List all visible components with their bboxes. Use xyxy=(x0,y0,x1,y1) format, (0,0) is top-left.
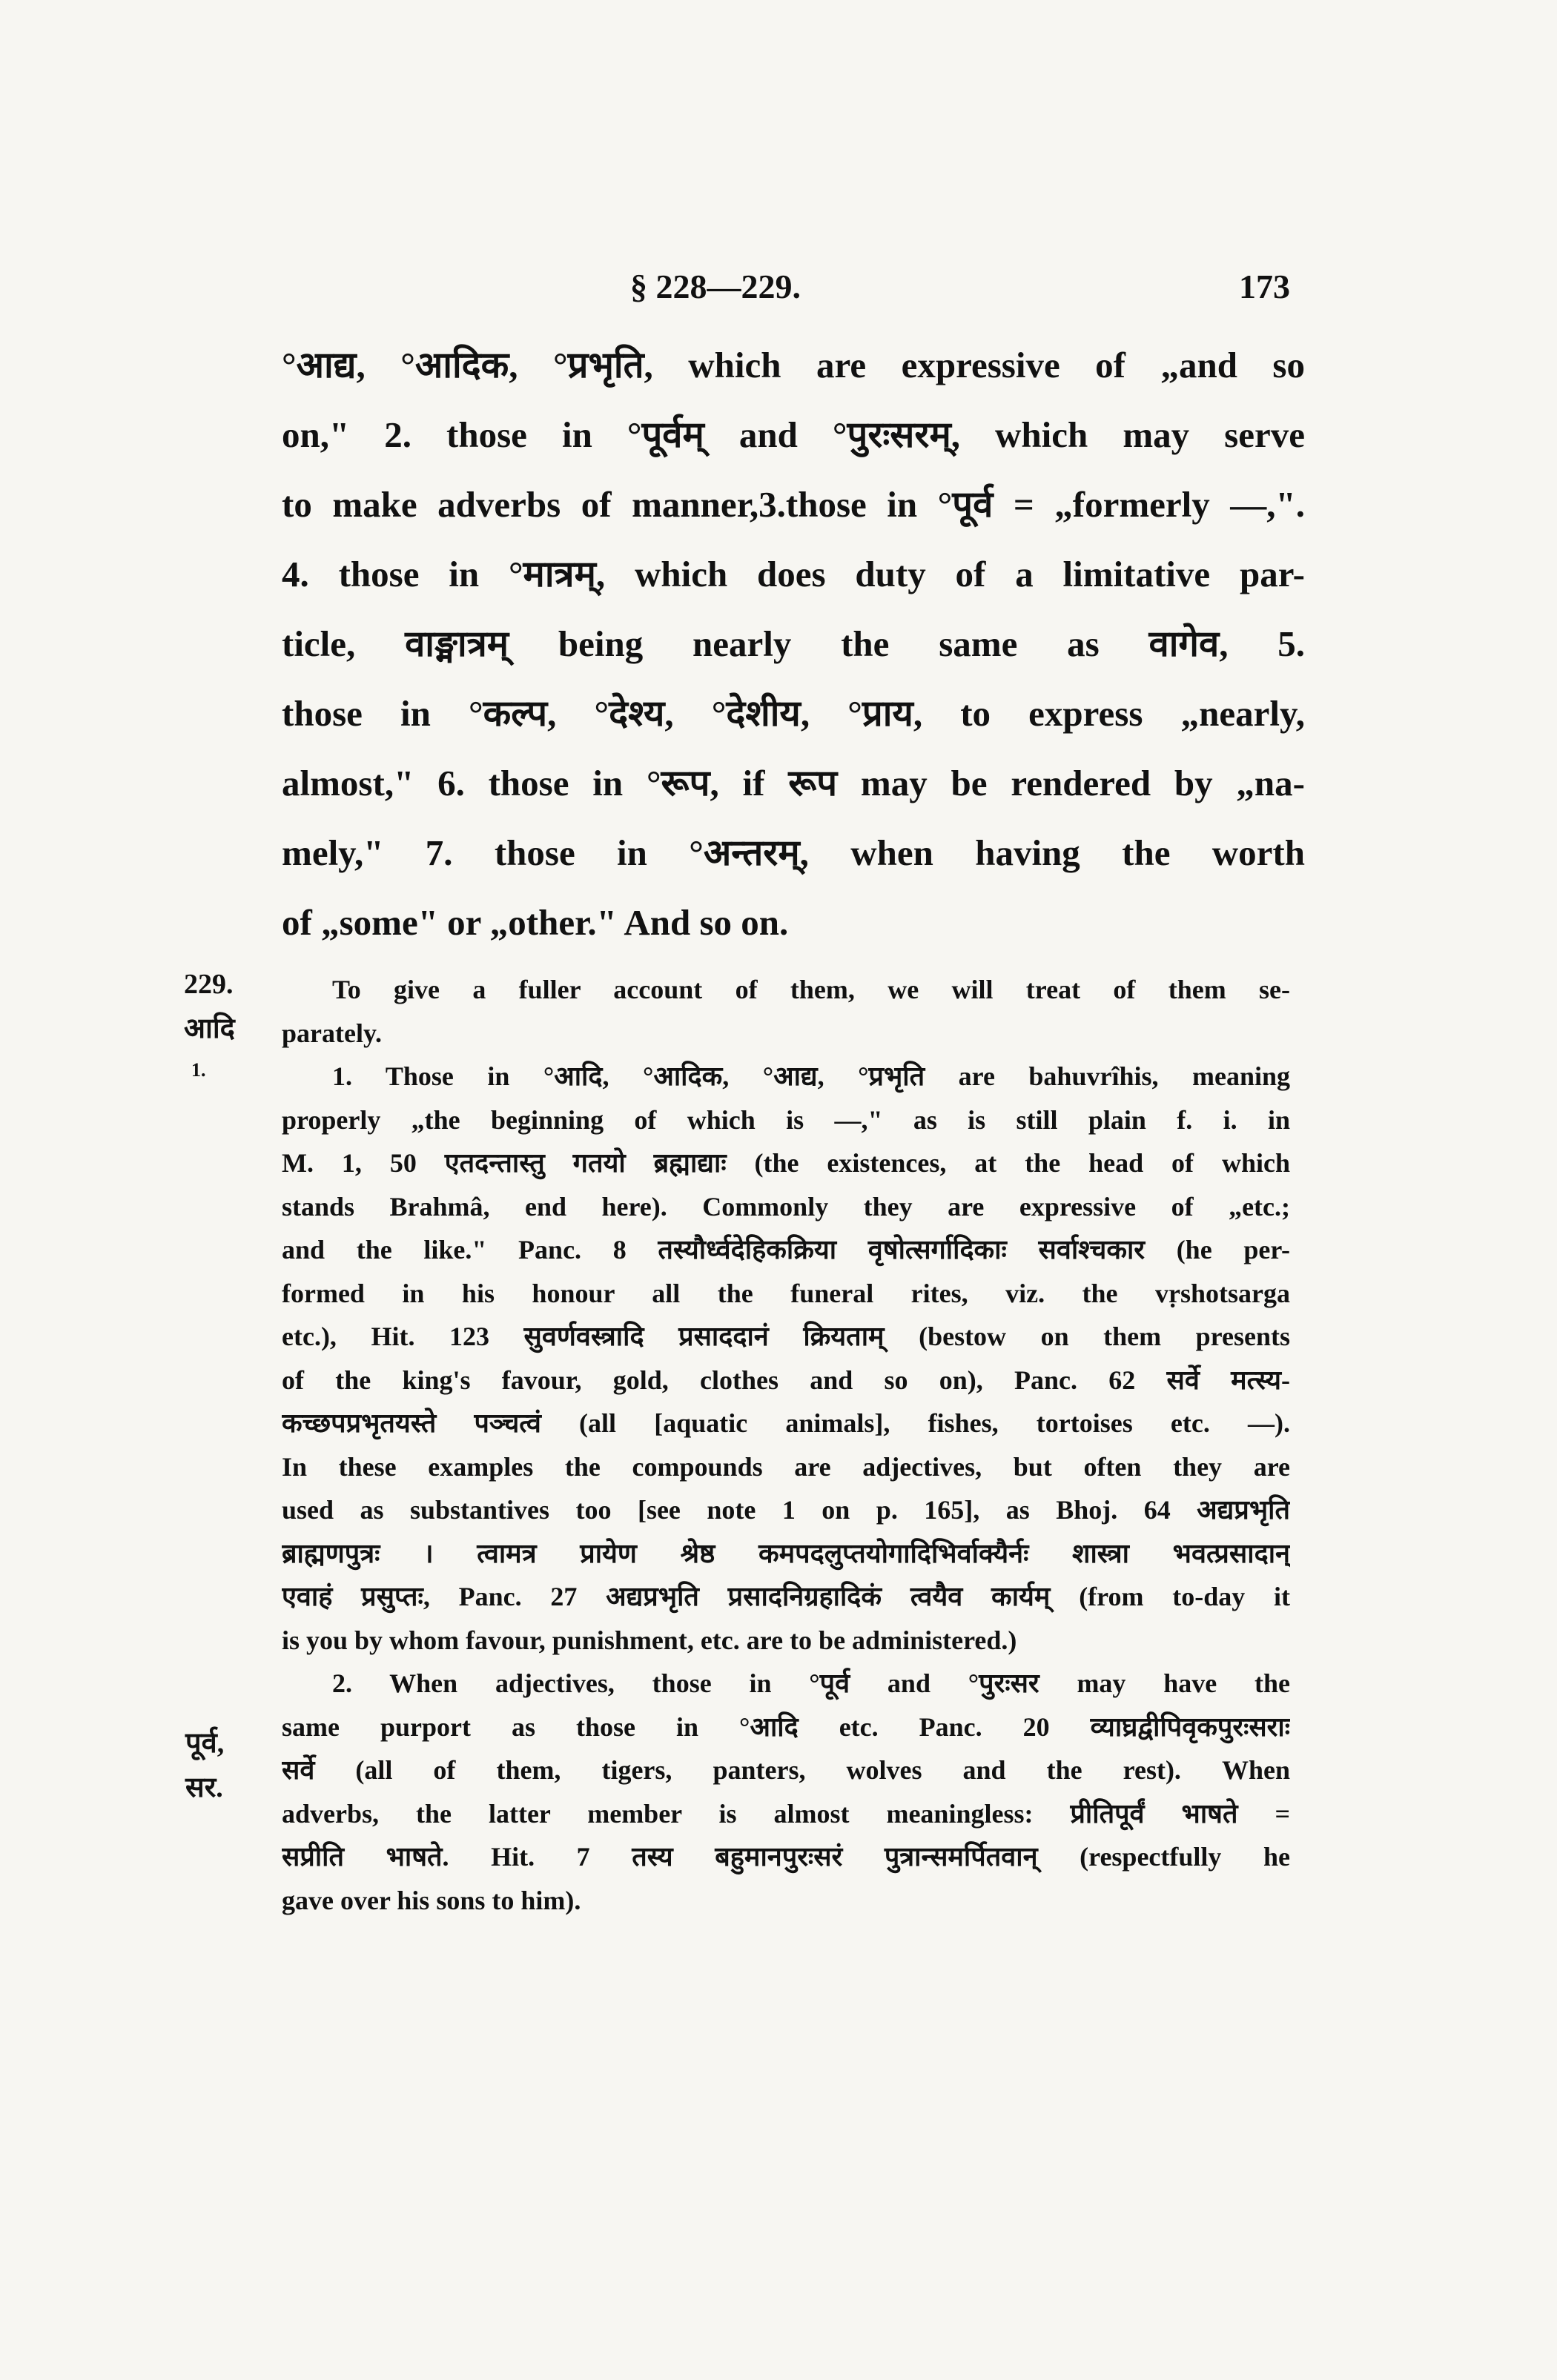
text-line: adverbs, the latter member is almost meaningless: प्रीतिपूर्वं भाषते = xyxy=(282,1798,1290,1829)
text-line: 1. Those in °आदि, °आदिक, °आद्य, °प्रभृति are bahuvrîhis, meaning xyxy=(332,1061,1290,1091)
text-line: °आद्य, °आदिक, °प्रभृति, which are expressive of „and so xyxy=(282,345,1305,385)
text-line: on," 2. those in °पूर्वम् and °पुरःसरम्, which may serve xyxy=(282,414,1305,455)
margin-label-purva: पूर्व, xyxy=(185,1728,225,1759)
text-line: कच्छपप्रभृतयस्ते पञ्चत्वं (all [aquatic animals], fishes, tortoises etc. —). xyxy=(282,1408,1290,1438)
running-head xyxy=(282,267,1290,311)
text-line: 2. When adjectives, those in °पूर्व and °पुरःसर may have the xyxy=(332,1668,1290,1698)
text-line: used as substantives too [see note 1 on p. 165], as Bhoj. 64 अद्यप्रभृति xyxy=(282,1495,1290,1525)
margin-label-purahsara: सर. xyxy=(185,1772,223,1803)
text-line: of the king's favour, gold, clothes and so on), Panc. 62 सर्वे मत्स्य- xyxy=(282,1365,1290,1395)
text-line: mely," 7. those in °अन्तरम्, when having the worth xyxy=(282,832,1305,873)
large-type-paragraph xyxy=(282,331,1305,958)
text-line: एवाहं प्रसुप्तः, Panc. 27 अद्यप्रभृति प्रसादनिग्रहादिकं त्वयैव कार्यम् (from to-day it xyxy=(282,1582,1290,1611)
text-line: सर्वे (all of them, tigers, panters, wolves and the rest). When xyxy=(282,1755,1290,1785)
text-line: to make adverbs of manner,3.those in °पूर्व = „formerly —,". xyxy=(282,484,1305,525)
text-line: M. 1, 50 एतदन्तास्तु गतयो ब्रह्माद्याः (the existences, at the head of which xyxy=(282,1148,1290,1178)
margin-item-number: 1. xyxy=(191,1059,206,1081)
text-line: etc.), Hit. 123 सुवर्णवस्त्रादि प्रसाददानं क्रियताम् (bestow on them presents xyxy=(282,1322,1290,1351)
text-line: properly „the beginning of which is —," as is still plain f. i. in xyxy=(282,1104,1290,1135)
text-line: same purport as those in °आदि etc. Panc. 20 व्याघ्रद्वीपिवृकपुरःसराः xyxy=(282,1711,1290,1742)
text-line: ब्राह्मणपुत्रः । त्वामत्र प्रायेण श्रेष्ठ कमपदलुप्तयोगादिभिर्वाक्यैर्नः शास्त्रा भवत्प्रसादान् xyxy=(282,1538,1290,1568)
text-line: In these examples the compounds are adjectives, but often they are xyxy=(282,1451,1290,1482)
text-line: of „some" or „other." And so on. xyxy=(282,902,789,943)
page-number: 173 xyxy=(1239,268,1290,305)
text-line: parately. xyxy=(282,1018,382,1048)
margin-label-adi: आदि xyxy=(184,1013,235,1044)
text-line: gave over his sons to him). xyxy=(282,1885,581,1915)
small-type-section xyxy=(282,968,1290,1922)
text-line: is you by whom favour, punishment, etc. are to be administered.) xyxy=(282,1625,1017,1655)
text-line: सप्रीति भाषते. Hit. 7 तस्य बहुमानपुरःसरं पुत्रान्समर्पितवान् (respectfully he xyxy=(282,1842,1290,1872)
text-line: To give a fuller account of them, we will treat of them se- xyxy=(332,975,1290,1004)
paragraph-number: 229. xyxy=(184,969,234,1000)
section-reference: § 228—229. xyxy=(630,268,801,305)
text-line: those in °कल्प, °देश्य, °देशीय, °प्राय, to express „nearly, xyxy=(282,693,1305,734)
text-line: 4. those in °मात्रम्, which does duty of a limitative par- xyxy=(282,554,1305,594)
text-line: and the like." Panc. 8 तस्यौर्ध्वदेहिकक्रिया वृषोत्सर्गादिकाः सर्वाश्चकार (he per- xyxy=(282,1235,1290,1264)
text-line: stands Brahmâ, end here). Commonly they are expressive of „etc.; xyxy=(282,1191,1290,1222)
text-line: ticle, वाङ्मात्रम् being nearly the same as वागेव, 5. xyxy=(282,623,1305,664)
text-line: formed in his honour all the funeral rites, viz. the vṛshotsarga xyxy=(282,1278,1290,1308)
text-line: almost," 6. those in °रूप, if रूप may be rendered by „na- xyxy=(282,763,1305,803)
